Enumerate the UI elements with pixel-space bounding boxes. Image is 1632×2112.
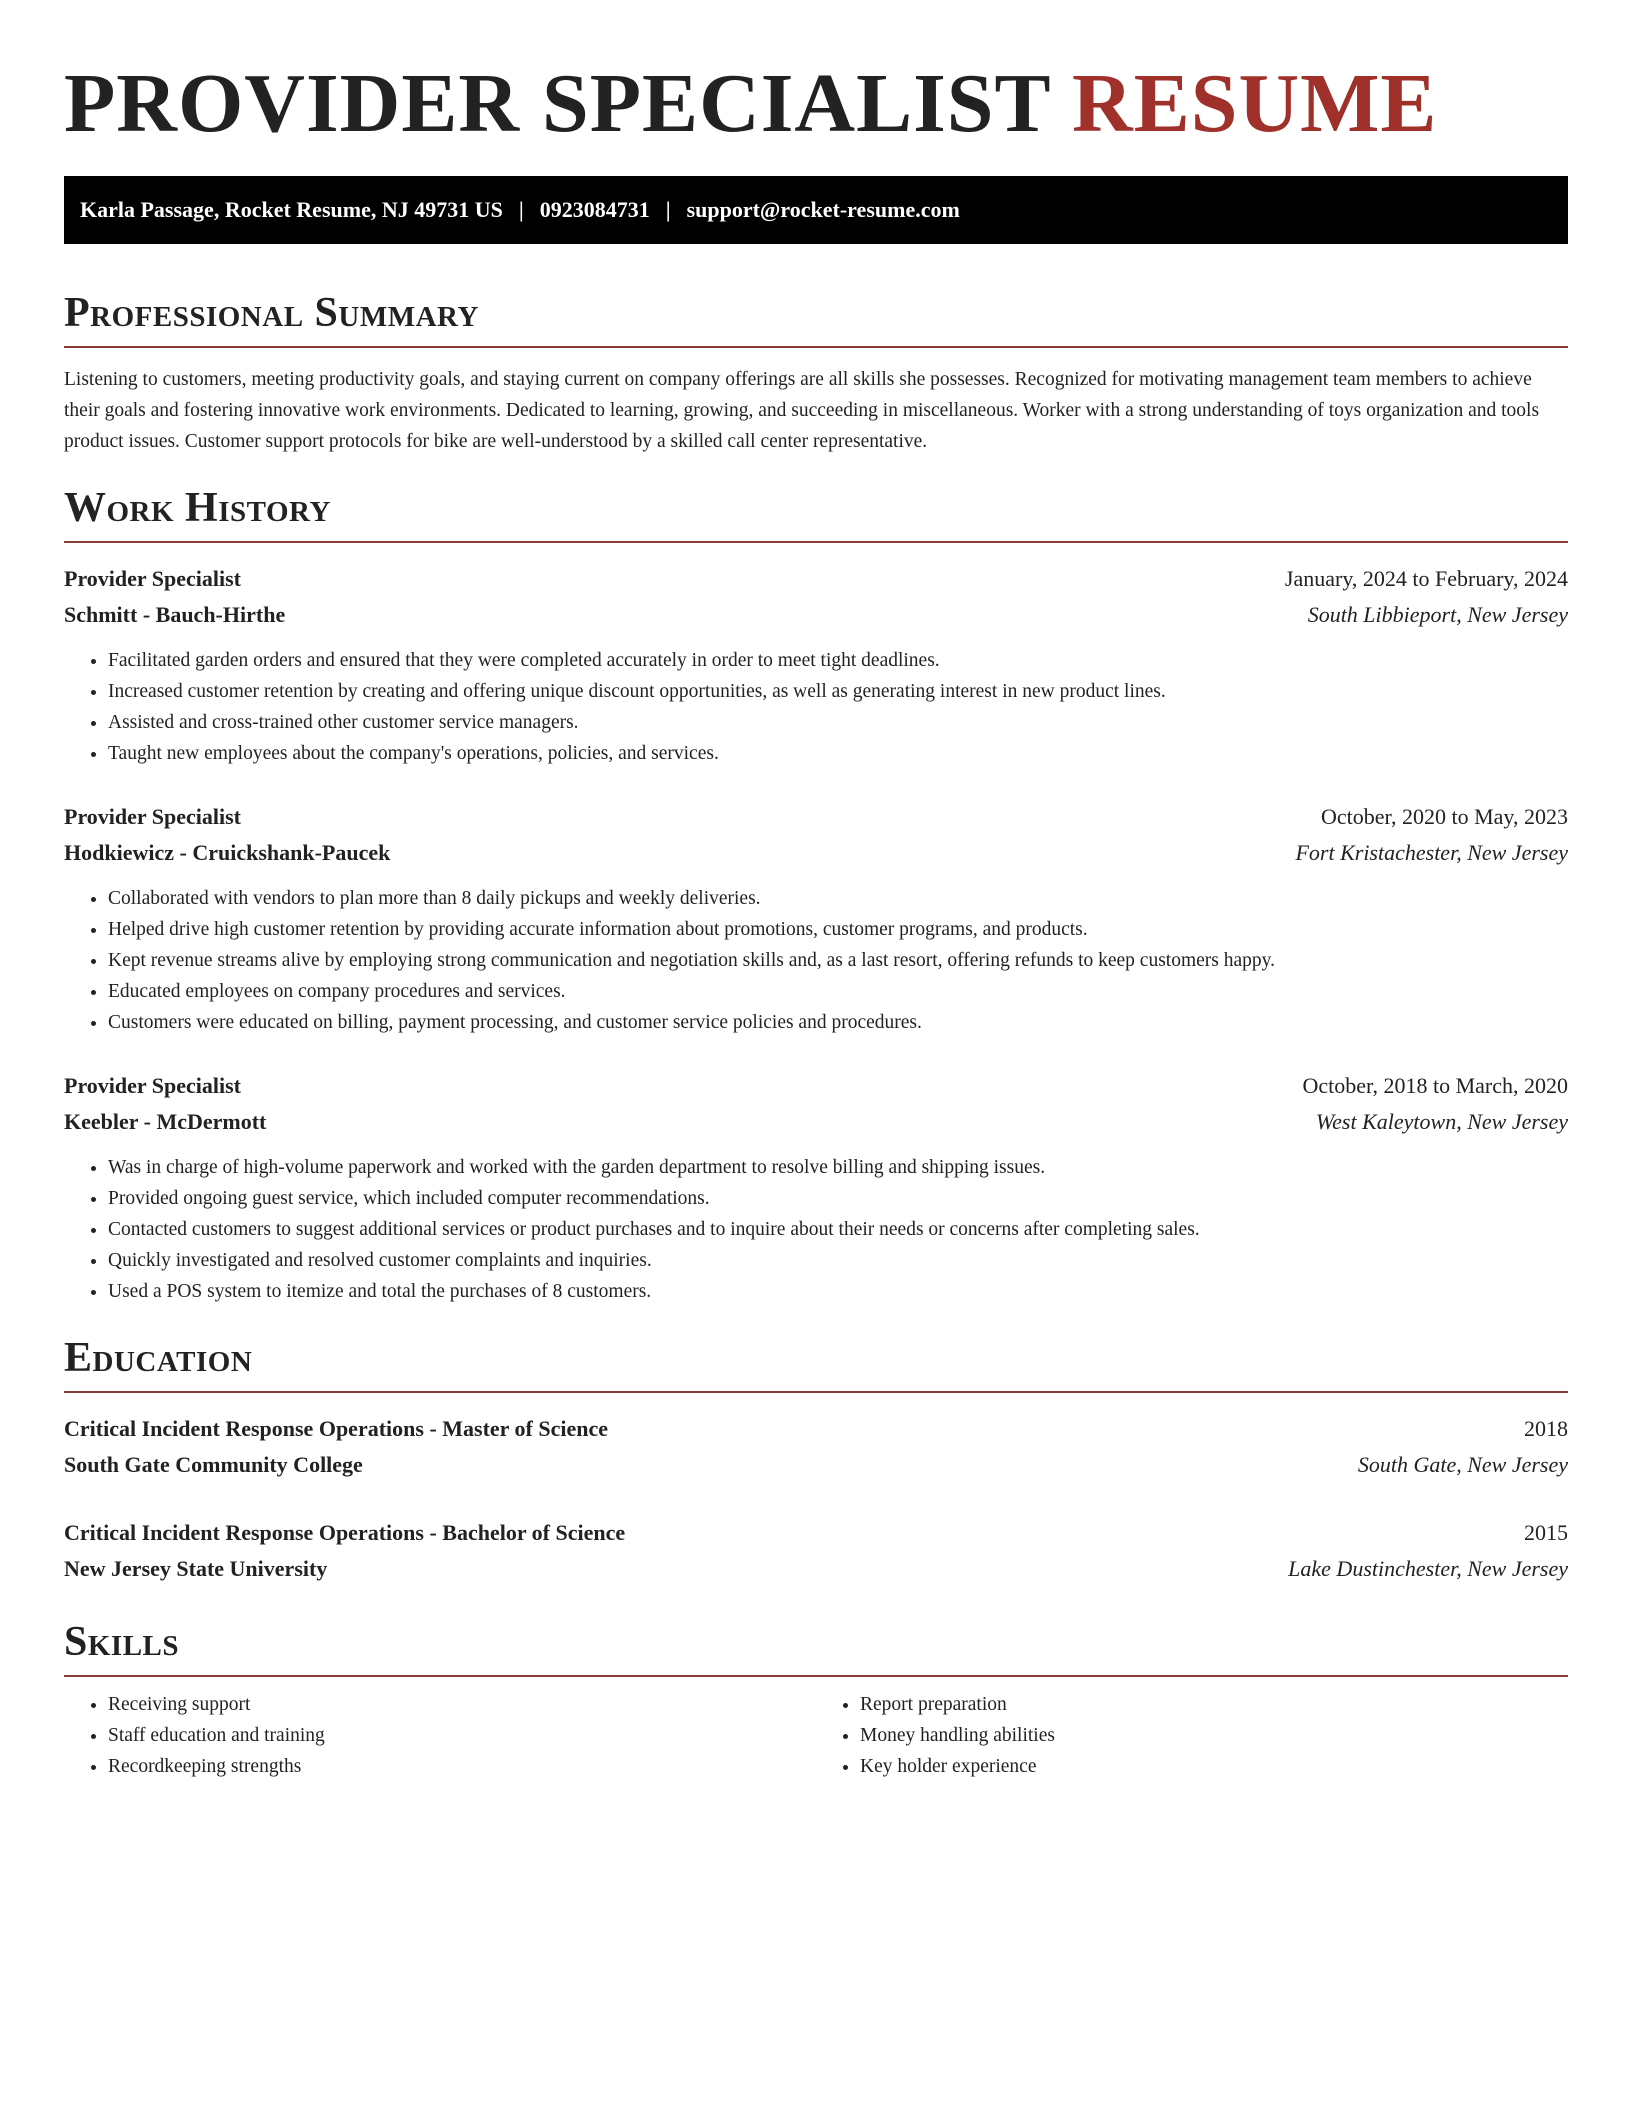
job-entry [64,1068,1568,1307]
summary-section [64,288,1568,457]
job-dates: October, 2018 to March, 2020 [1302,1073,1568,1098]
job-bullet: • Educated employees on company procedures and services. [108,976,1568,1007]
job-bullet: • Contacted customers to suggest additional services or product purchases and to inquire about their needs or concerns after completing sales. [108,1214,1568,1245]
job-bullet: • Helped drive high customer retention by providing accurate information about promotions, customer programs, and products. [108,914,1568,945]
education-degree: Critical Incident Response Operations - Master of Science [64,1416,609,1441]
contact-phone: 0923084731 [539,197,650,222]
section-divider [64,541,1568,543]
education-degree-row [64,1411,1568,1447]
education-entry [64,1411,1568,1483]
section-divider [64,346,1568,348]
contact-separator: | [665,197,671,222]
title-main: PROVIDER SPECIALIST [64,57,1051,150]
job-bullet: • Was in charge of high-volume paperwork and worked with the garden department to resolve billing and shipping issues. [108,1152,1568,1183]
education-degree-row [64,1515,1568,1551]
skill-item: • Receiving support [108,1689,816,1720]
title-accent: RESUME [1072,57,1438,150]
education-entry [64,1515,1568,1587]
job-company: Schmitt - Bauch-Hirthe [64,602,286,627]
job-bullet: • Assisted and cross-trained other customer service managers. [108,707,1568,738]
job-entry [64,799,1568,1038]
contact-address: Karla Passage, Rocket Resume, NJ 49731 US [80,197,503,222]
summary-text: Listening to customers, meeting productivity goals, and staying current on company offerings are all skills she possesses. Recognized for motivating management team members to achieve their goals and fostering innovative work environments. Dedicated to learning, growing, and succeeding in miscellaneous. Worker with a strong understanding of toys organization and tools product issues. Customer support protocols for bike are well-understood by a skilled call center representative. [64,369,1540,452]
job-header-row [64,1068,1568,1104]
contact-bar [64,176,1568,244]
education-year: 2018 [1524,1416,1568,1441]
job-title: Provider Specialist [64,1073,242,1098]
education-location: Lake Dustinchester, New Jersey [1288,1556,1568,1581]
job-bullet: • Taught new employees about the company's operations, policies, and services. [108,738,1568,769]
job-location: Fort Kristachester, New Jersey [1295,840,1568,865]
skills-list-right [816,1689,1568,1782]
job-company: Keebler - McDermott [64,1109,267,1134]
job-bullet: • Customers were educated on billing, payment processing, and customer service policies and procedures. [108,1007,1568,1038]
education-heading: Education [64,1335,253,1381]
skills-grid [64,1689,1568,1782]
page-title [64,56,1568,152]
skills-heading: Skills [64,1619,180,1665]
job-location: West Kaleytown, New Jersey [1315,1109,1568,1134]
job-header-row [64,561,1568,597]
skill-item: • Staff education and training [108,1720,816,1751]
section-divider [64,1675,1568,1677]
skill-item: • Money handling abilities [860,1720,1568,1751]
section-divider [64,1391,1568,1393]
job-bullets [64,883,1568,1038]
job-bullet: • Facilitated garden orders and ensured that they were completed accurately in order to meet tight deadlines. [108,645,1568,676]
job-company-row [64,835,1568,871]
job-bullet: • Increased customer retention by creating and offering unique discount opportunities, as well as generating interest in new product lines. [108,676,1568,707]
education-degree: Critical Incident Response Operations - Bachelor of Science [64,1520,626,1545]
job-company-row [64,1104,1568,1140]
education-section [64,1333,1568,1587]
education-location: South Gate, New Jersey [1357,1452,1568,1477]
skill-item: • Recordkeeping strengths [108,1751,816,1782]
job-title: Provider Specialist [64,566,242,591]
job-bullet: • Used a POS system to itemize and total the purchases of 8 customers. [108,1276,1568,1307]
skill-item: • Report preparation [860,1689,1568,1720]
job-dates: January, 2024 to February, 2024 [1284,566,1568,591]
contact-separator: | [518,197,524,222]
job-title: Provider Specialist [64,804,242,829]
work-history-section [64,483,1568,1307]
education-school-row [64,1447,1568,1483]
job-bullet: • Provided ongoing guest service, which included computer recommendations. [108,1183,1568,1214]
job-entry [64,561,1568,769]
education-school: New Jersey State University [64,1556,328,1581]
education-school: South Gate Community College [64,1452,363,1477]
work-history-heading: Work History [64,485,331,531]
job-company-row [64,597,1568,633]
summary-heading: Professional Summary [64,290,479,336]
skills-section [64,1617,1568,1782]
job-header-row [64,799,1568,835]
job-bullet: • Quickly investigated and resolved customer complaints and inquiries. [108,1245,1568,1276]
education-year: 2015 [1524,1520,1568,1545]
education-school-row [64,1551,1568,1587]
job-bullets [64,1152,1568,1307]
job-company: Hodkiewicz - Cruickshank-Paucek [64,840,391,865]
skills-list-left [64,1689,816,1782]
job-bullet: • Collaborated with vendors to plan more than 8 daily pickups and weekly deliveries. [108,883,1568,914]
job-location: South Libbieport, New Jersey [1307,602,1568,627]
contact-email: support@rocket-resume.com [686,197,960,222]
job-bullets [64,645,1568,769]
job-bullet: • Kept revenue streams alive by employing strong communication and negotiation skills and, as a last resort, offering refunds to keep customers happy. [108,945,1568,976]
skill-item: • Key holder experience [860,1751,1568,1782]
job-dates: October, 2020 to May, 2023 [1321,804,1568,829]
